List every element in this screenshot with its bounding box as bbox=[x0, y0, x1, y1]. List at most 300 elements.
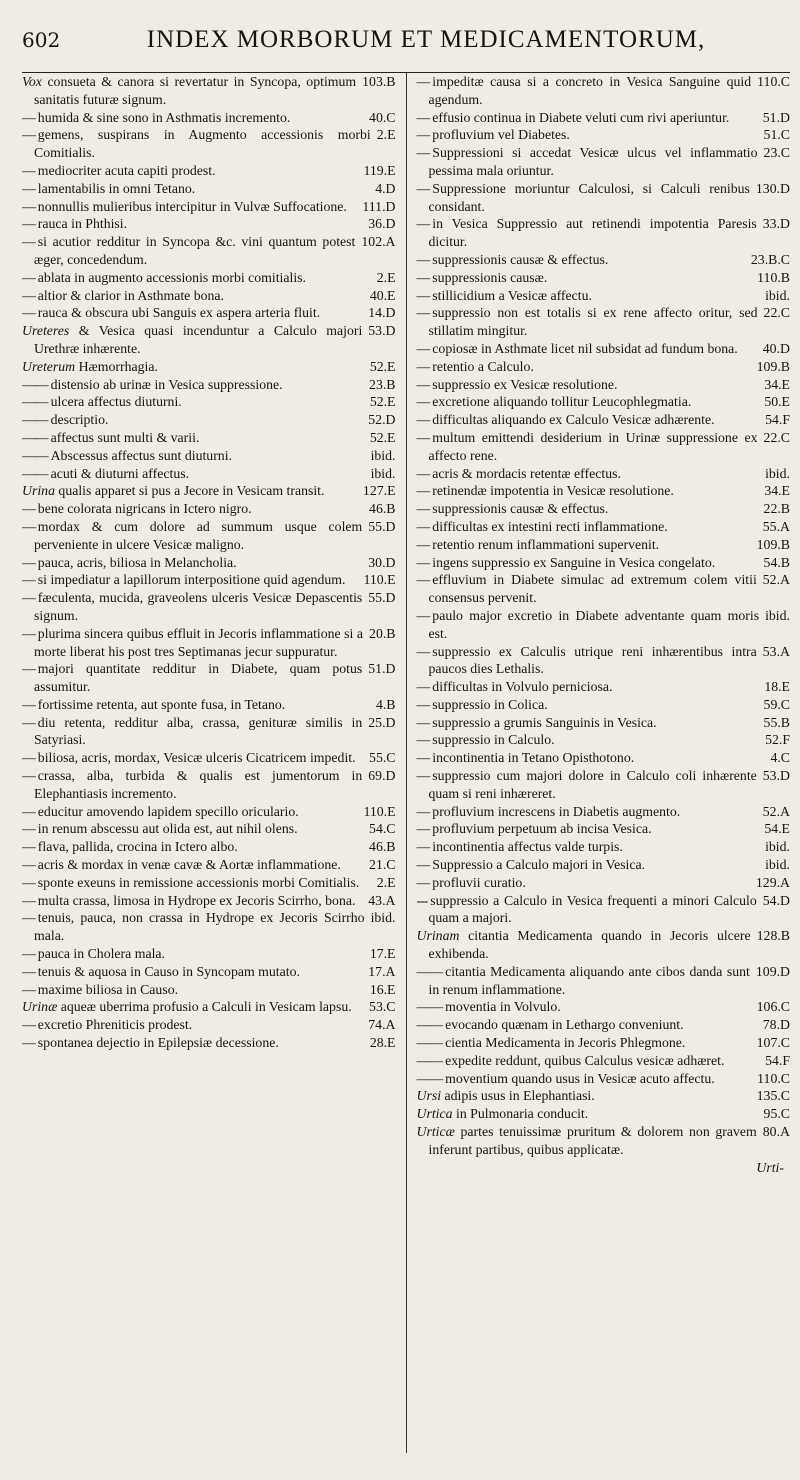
entry-reference: 55.D bbox=[368, 518, 396, 534]
entry-dash: — bbox=[22, 625, 35, 641]
entry-dash: — bbox=[22, 501, 35, 517]
entry-dash: — bbox=[22, 180, 35, 196]
entry-reference: 54.D bbox=[762, 892, 790, 908]
entry-reference: 34.E bbox=[764, 483, 790, 499]
index-entry bbox=[417, 180, 791, 216]
entry-text: si impediatur a lapillorum interpositione quid agendum. bbox=[37, 572, 346, 588]
entry-reference: 110.B bbox=[757, 269, 790, 285]
entry-text: spontanea dejectio in Epilepsiæ decessione. bbox=[37, 1035, 279, 1051]
index-entry bbox=[22, 767, 396, 803]
catchword: Urti- bbox=[756, 1159, 784, 1175]
index-entry bbox=[417, 251, 791, 269]
entry-reference: 51.D bbox=[368, 661, 396, 677]
entry-reference: 78.D bbox=[762, 1017, 790, 1033]
index-entry bbox=[417, 304, 791, 340]
entry-text: acuti & diuturni affectus. bbox=[50, 465, 190, 481]
entry-dash: — bbox=[22, 750, 35, 766]
entry-text: suppressionis causæ & effectus. bbox=[432, 501, 609, 517]
entry-reference: 52.E bbox=[369, 394, 396, 410]
entry-reference: 34.E bbox=[764, 376, 790, 392]
entry-dash: — bbox=[22, 234, 35, 250]
index-entry bbox=[417, 874, 791, 892]
index-entry bbox=[22, 981, 396, 999]
entry-dash: — bbox=[416, 501, 430, 517]
index-entry bbox=[417, 607, 791, 643]
index-entry bbox=[417, 215, 791, 251]
index-entry bbox=[22, 198, 396, 216]
entry-reference: 52.A bbox=[762, 572, 790, 588]
entry-reference: 46.B bbox=[369, 839, 396, 855]
entry-dash: — bbox=[416, 269, 430, 285]
entry-reference: 135.C bbox=[756, 1088, 790, 1104]
index-entry bbox=[417, 376, 791, 394]
entry-dash: — bbox=[22, 661, 35, 677]
entry-text: pauca in Cholera mala. bbox=[37, 946, 165, 962]
entry-dash: — bbox=[416, 216, 430, 232]
entry-dash: — bbox=[416, 287, 430, 303]
index-entry bbox=[22, 287, 396, 305]
index-entry bbox=[22, 945, 396, 963]
index-entry bbox=[417, 1105, 791, 1123]
entry-dash: —— bbox=[22, 376, 48, 392]
entry-text: bene colorata nigricans in Ictero nigro. bbox=[37, 501, 252, 517]
index-entry bbox=[22, 162, 396, 180]
entry-text: sponte exeuns in remissione accessionis morbi Comitialis. bbox=[37, 874, 360, 890]
entry-reference: 74.A bbox=[368, 1017, 396, 1033]
entry-reference: 52.D bbox=[368, 412, 396, 428]
index-entry bbox=[417, 287, 791, 305]
entry-reference: 25.D bbox=[368, 714, 396, 730]
entry-text: pauca, acris, biliosa in Melancholia. bbox=[37, 554, 237, 570]
index-entry bbox=[22, 660, 396, 696]
entry-reference: 130.D bbox=[755, 180, 790, 196]
entry-dash: — bbox=[416, 358, 430, 374]
index-entry bbox=[417, 144, 791, 180]
entry-dash: — bbox=[416, 74, 430, 89]
entry-reference: 2.E bbox=[376, 127, 396, 143]
entry-dash: — bbox=[22, 714, 35, 730]
index-entry bbox=[22, 554, 396, 572]
entry-dash: — bbox=[22, 127, 35, 143]
entry-dash: — bbox=[416, 572, 430, 588]
entry-headword: Ureterum bbox=[22, 358, 76, 374]
entry-text: profluvium increscens in Diabetis augmento. bbox=[432, 803, 681, 819]
entry-reference: ibid. bbox=[765, 839, 790, 855]
index-entry bbox=[22, 856, 396, 874]
index-entry bbox=[22, 589, 396, 625]
index-entry bbox=[417, 696, 791, 714]
index-entry bbox=[417, 465, 791, 483]
entry-reference: 17.A bbox=[368, 963, 396, 979]
entry-text: acris & mordax in venæ cavæ & Aortæ inflammatione. bbox=[37, 857, 341, 873]
entry-text: acris & mordacis retentæ effectus. bbox=[432, 465, 621, 481]
entry-reference: 23.B.C bbox=[750, 251, 790, 267]
index-entry bbox=[22, 874, 396, 892]
entry-text: multa crassa, limosa in Hydrope ex Jecoris Scirrho, bona. bbox=[37, 892, 356, 908]
entry-text: difficultas aliquando ex Calculo Vesicæ adhærente. bbox=[432, 412, 715, 428]
index-entry bbox=[22, 963, 396, 981]
entry-text: majori quantitate redditur in Diabete, quam potus assumitur. bbox=[34, 661, 363, 695]
entry-dash: —— bbox=[22, 465, 48, 481]
entry-text: affectus sunt multi & varii. bbox=[50, 429, 200, 445]
index-entry bbox=[417, 856, 791, 874]
index-entry bbox=[417, 126, 791, 144]
entry-reference: 2.E bbox=[376, 269, 396, 285]
index-entry bbox=[22, 892, 396, 910]
index-entry bbox=[22, 500, 396, 518]
left-column bbox=[22, 73, 406, 1453]
entry-dash: —— bbox=[22, 429, 48, 445]
entry-reference: 14.D bbox=[368, 305, 396, 321]
index-entry bbox=[22, 269, 396, 287]
index-entry bbox=[22, 126, 396, 162]
entry-dash: — bbox=[22, 269, 35, 285]
entry-reference: 16.E bbox=[369, 981, 396, 997]
entry-text: Hæmorrhagia. bbox=[78, 358, 158, 374]
entry-text: mordax & cum dolore ad summum usque colem perveniente in ulcere Vesicæ maligno. bbox=[34, 518, 363, 552]
index-entry bbox=[417, 269, 791, 287]
entry-text: plurima sincera quibus effluit in Jecoris inflammatione si a morte liberat his post tres Septimanas jecur suppuratur. bbox=[34, 625, 364, 659]
entry-reference: 18.E bbox=[764, 679, 790, 695]
entry-text: fæculenta, mucida, graveolens ulceris Vesicæ Depascentis signum. bbox=[34, 590, 363, 623]
entry-dash: — bbox=[22, 518, 35, 534]
entry-headword: Ureteres bbox=[22, 323, 70, 339]
entry-text: moventia in Volvulo. bbox=[445, 999, 561, 1015]
entry-reference: 43.A bbox=[368, 892, 396, 908]
entry-dash: — bbox=[416, 340, 430, 356]
entry-dash: — bbox=[416, 394, 430, 410]
entry-dash: — bbox=[416, 714, 430, 730]
entry-reference: 4.B bbox=[375, 696, 396, 712]
entry-reference: 50.E bbox=[764, 394, 790, 410]
entry-text: paulo major excretio in Diabete adventante quam moris est. bbox=[428, 607, 760, 641]
entry-dash: — bbox=[416, 305, 430, 321]
entry-headword: Vox bbox=[22, 74, 42, 89]
index-entry bbox=[22, 838, 396, 856]
entry-reference: 53.C bbox=[369, 999, 396, 1015]
entry-dash: — bbox=[22, 696, 35, 712]
entry-dash: — bbox=[22, 305, 35, 321]
index-entry bbox=[417, 838, 791, 856]
entry-reference: 54.E bbox=[764, 821, 790, 837]
entry-reference: 103.B bbox=[362, 74, 396, 89]
entry-dash: —— bbox=[22, 412, 48, 428]
entry-text: distensio ab urinæ in Vesica suppressione. bbox=[50, 376, 283, 392]
entry-reference: 33.D bbox=[762, 216, 790, 232]
index-entry bbox=[22, 233, 396, 269]
entry-text: Suppressioni si accedat Vesicæ ulcus vel inflammatio pessima mala oriuntur. bbox=[428, 145, 758, 178]
entry-text: suppressio a grumis Sanguinis in Vesica. bbox=[432, 714, 657, 730]
entry-text: flava, pallida, crocina in Ictero albo. bbox=[37, 839, 238, 855]
entry-dash: — bbox=[22, 198, 35, 214]
index-entry bbox=[22, 411, 396, 429]
entry-dash: — bbox=[22, 857, 35, 873]
index-entry bbox=[22, 376, 396, 394]
entry-reference: 46.B bbox=[369, 501, 396, 517]
entry-text: suppressio non est totalis si ex rene affecto oritur, sed stillatim mingitur. bbox=[428, 305, 758, 339]
index-entry bbox=[22, 749, 396, 767]
index-entry bbox=[417, 340, 791, 358]
index-entry bbox=[22, 447, 396, 465]
entry-text: partes tenuissimæ pruritum & dolorem non gravem inferunt partibus, quibus applicatæ. bbox=[428, 1124, 757, 1157]
entry-dash: — bbox=[22, 874, 35, 890]
entry-dash: — bbox=[22, 554, 35, 570]
index-entry bbox=[22, 714, 396, 750]
entry-headword: Urtica bbox=[416, 1106, 453, 1122]
index-entry bbox=[417, 1052, 791, 1070]
entry-dash: — bbox=[22, 963, 35, 979]
entry-text: in Pulmonaria conducit. bbox=[455, 1106, 589, 1122]
entry-dash: — bbox=[416, 145, 430, 161]
index-entry bbox=[22, 482, 396, 500]
entry-text: Abscessus affectus sunt diuturni. bbox=[50, 447, 232, 463]
entry-reference: 55.B bbox=[763, 714, 790, 730]
entry-dash: —— bbox=[416, 963, 443, 979]
index-entry bbox=[417, 1016, 791, 1034]
entry-text: retinendæ impotentia in Vesicæ resolutione. bbox=[432, 483, 674, 499]
entry-dash: — bbox=[416, 554, 430, 570]
index-entry bbox=[22, 465, 396, 483]
entry-text: profluvii curatio. bbox=[432, 874, 526, 890]
entry-text: moventium quando usus in Vesicæ acuto affectu. bbox=[445, 1070, 715, 1086]
index-entry bbox=[417, 714, 791, 732]
entry-reference: 127.E bbox=[362, 483, 396, 499]
entry-dash: — bbox=[416, 768, 430, 784]
entry-dash: — bbox=[22, 839, 35, 855]
entry-reference: 30.D bbox=[368, 554, 396, 570]
entry-text: difficultas in Volvulo perniciosa. bbox=[432, 679, 613, 695]
entry-reference: 54.F bbox=[765, 1052, 790, 1068]
entry-dash: — bbox=[22, 162, 35, 178]
entry-text: tenuis, pauca, non crassa in Hydrope ex Jecoris Scirrho mala. bbox=[34, 910, 365, 944]
entry-reference: ibid. bbox=[765, 857, 790, 873]
entry-dash: — bbox=[416, 251, 430, 267]
entry-dash: — bbox=[416, 429, 430, 445]
index-entry bbox=[417, 731, 791, 749]
entry-headword: Urinæ bbox=[22, 999, 58, 1015]
entry-text: educitur amovendo lapidem specillo oriculario. bbox=[37, 803, 299, 819]
entry-reference: 102.A bbox=[361, 234, 396, 250]
entry-reference: 128.B bbox=[756, 928, 790, 944]
entry-reference: 28.E bbox=[369, 1035, 396, 1051]
index-entry bbox=[417, 1034, 791, 1052]
entry-reference: 110.E bbox=[363, 572, 396, 588]
entry-text: incontinentia affectus valde turpis. bbox=[432, 839, 623, 855]
entry-dash: — bbox=[22, 572, 35, 588]
entry-dash: — bbox=[416, 607, 430, 623]
entry-text: ingens suppressio ex Sanguine in Vesica congelato. bbox=[432, 554, 716, 570]
entry-reference: 40.C bbox=[369, 109, 396, 125]
index-entry bbox=[22, 322, 396, 358]
entry-text: citantia Medicamenta quando in Jecoris ulcere exhibenda. bbox=[428, 928, 751, 962]
entry-dash: — bbox=[22, 1035, 35, 1051]
entry-text: rauca & obscura ubi Sanguis ex aspera arteria fluit. bbox=[37, 305, 321, 321]
entry-dash: — bbox=[416, 696, 430, 712]
entry-reference: 2.E bbox=[376, 874, 396, 890]
entry-reference: 52.A bbox=[762, 803, 790, 819]
entry-text: impeditæ causa si a concreto in Vesica Sanguine quid agendum. bbox=[428, 74, 752, 107]
index-entry bbox=[417, 643, 791, 679]
entry-text: Suppressio a Calculo majori in Vesica. bbox=[432, 857, 646, 873]
entry-reference: 4.D bbox=[375, 180, 396, 196]
index-entry bbox=[417, 998, 791, 1016]
entry-text: expedite reddunt, quibus Calculus vesicæ adhæret. bbox=[445, 1052, 725, 1068]
entry-reference: 80.A bbox=[762, 1124, 790, 1140]
index-entry bbox=[22, 696, 396, 714]
entry-dash: — bbox=[22, 216, 35, 232]
entry-text: profluvium perpetuum ab incisa Vesica. bbox=[432, 821, 652, 837]
entry-headword: Urticæ bbox=[416, 1124, 455, 1140]
entry-dash: — bbox=[416, 643, 430, 659]
entry-dash: — bbox=[22, 590, 35, 606]
entry-dash: --- bbox=[416, 892, 428, 908]
index-entry bbox=[417, 393, 791, 411]
entry-text: biliosa, acris, mordax, Vesicæ ulceris Cicatricem impedit. bbox=[37, 750, 356, 766]
index-entry bbox=[22, 518, 396, 554]
entry-text: suppressio ex Calculis utrique reni inhærentibus intra paucos dies Lethalis. bbox=[428, 643, 757, 677]
entry-text: nonnullis mulieribus intercipitur in Vulvæ Suffocatione. bbox=[37, 198, 347, 214]
entry-dash: — bbox=[22, 109, 35, 125]
entry-reference: 55.C bbox=[369, 750, 396, 766]
entry-reference: ibid. bbox=[765, 607, 790, 623]
index-entry bbox=[22, 1034, 396, 1052]
entry-text: in Vesica Suppressio aut retinendi impotentia Paresis dicitur. bbox=[428, 216, 757, 250]
entry-dash: — bbox=[416, 109, 430, 125]
entry-text: crassa, alba, turbida & qualis est jumentorum in Elephantiasis incremento. bbox=[34, 768, 363, 801]
entry-reference: 109.B bbox=[756, 358, 790, 374]
entry-dash: — bbox=[22, 287, 35, 303]
entry-dash: — bbox=[22, 892, 35, 908]
entry-text: lamentabilis in omni Tetano. bbox=[37, 180, 196, 196]
entry-dash: — bbox=[22, 1017, 35, 1033]
entry-reference: 53.D bbox=[368, 323, 396, 339]
index-entry bbox=[417, 963, 791, 999]
entry-text: suppressio a Calculo in Vesica frequenti a minori Calculo quam a majori. bbox=[428, 892, 757, 926]
entry-reference: 69.D bbox=[368, 768, 396, 784]
entry-dash: — bbox=[22, 946, 35, 962]
entry-dash: — bbox=[416, 483, 430, 499]
index-entry bbox=[417, 518, 791, 536]
entry-reference: ibid. bbox=[370, 447, 396, 463]
entry-reference: 36.D bbox=[368, 216, 396, 232]
entry-dash: —— bbox=[22, 394, 48, 410]
entry-reference: 52.E bbox=[369, 358, 396, 374]
entry-text: suppressio in Colica. bbox=[432, 696, 548, 712]
index-entry bbox=[417, 749, 791, 767]
entry-reference: 53.A bbox=[762, 643, 790, 659]
entry-reference: ibid. bbox=[370, 910, 396, 926]
entry-reference: 54.C bbox=[369, 821, 396, 837]
entry-reference: 54.B bbox=[763, 554, 790, 570]
entry-text: ulcera affectus diuturni. bbox=[50, 394, 182, 410]
entry-reference: 52.E bbox=[369, 429, 396, 445]
entry-headword: Urinam bbox=[416, 928, 460, 944]
index-entry bbox=[22, 304, 396, 322]
entry-text: & Vesica quasi incenduntur a Calculo majori Urethræ inhærente. bbox=[34, 323, 363, 356]
entry-dash: —— bbox=[416, 1052, 443, 1068]
entry-text: consueta & canora si revertatur in Syncopa, optimum sanitatis futuræ signum. bbox=[34, 74, 357, 107]
entry-dash: — bbox=[22, 821, 35, 837]
entry-reference: ibid. bbox=[765, 465, 790, 481]
entry-text: suppressionis causæ. bbox=[432, 269, 548, 285]
entry-text: altior & clarior in Asthmate bona. bbox=[37, 287, 225, 303]
entry-text: mediocriter acuta capiti prodest. bbox=[37, 162, 216, 178]
index-entry bbox=[417, 892, 791, 928]
index-entry bbox=[417, 803, 791, 821]
entry-text: cientia Medicamenta in Jecoris Phlegmone. bbox=[445, 1035, 686, 1051]
entry-reference: 40.D bbox=[762, 340, 790, 356]
index-entry bbox=[22, 998, 396, 1016]
entry-reference: 23.B bbox=[369, 376, 396, 392]
entry-dash: — bbox=[22, 910, 35, 926]
index-entry bbox=[417, 109, 791, 127]
index-entry bbox=[417, 678, 791, 696]
entry-dash: — bbox=[416, 465, 430, 481]
index-entry bbox=[417, 554, 791, 572]
entry-reference: 53.D bbox=[762, 768, 790, 784]
entry-text: multum emittendi desiderium in Urinæ suppressione ex affecto rene. bbox=[428, 429, 758, 463]
index-entry bbox=[22, 180, 396, 198]
entry-text: qualis apparet si pus a Jecore in Vesicam transit. bbox=[58, 483, 325, 499]
index-entry bbox=[22, 393, 396, 411]
entry-dash: — bbox=[416, 821, 430, 837]
running-title: INDEX MORBORUM ET MEDICAMENTORUM, bbox=[146, 26, 706, 53]
entry-reference: 20.B bbox=[369, 625, 396, 641]
entry-reference: 106.C bbox=[756, 999, 790, 1015]
entry-dash: — bbox=[416, 412, 430, 428]
entry-dash: — bbox=[416, 803, 430, 819]
entry-reference: 22.C bbox=[763, 305, 790, 321]
index-entry bbox=[417, 429, 791, 465]
entry-dash: — bbox=[22, 803, 35, 819]
entry-reference: ibid. bbox=[370, 465, 396, 481]
index-entry bbox=[417, 1087, 791, 1105]
entry-reference: ibid. bbox=[765, 287, 790, 303]
entry-text: diu retenta, redditur alba, crassa, genituræ similis in Satyriasi. bbox=[34, 714, 363, 748]
entry-text: humida & sine sono in Asthmatis incremento. bbox=[37, 109, 291, 125]
entry-reference: 23.C bbox=[763, 145, 790, 161]
index-entry bbox=[417, 571, 791, 607]
entry-text: retentio renum inflammationi supervenit. bbox=[432, 536, 660, 552]
index-entry bbox=[417, 482, 791, 500]
entry-text: in renum abscessu aut olida est, aut nihil olens. bbox=[37, 821, 298, 837]
entry-text: stillicidium a Vesicæ affectu. bbox=[432, 287, 592, 303]
page-header bbox=[22, 26, 790, 66]
index-columns bbox=[22, 73, 790, 1453]
index-entry bbox=[22, 571, 396, 589]
entry-text: difficultas ex intestini recti inflammatione. bbox=[432, 518, 668, 534]
entry-dash: — bbox=[416, 679, 430, 695]
entry-text: evocando quænam in Lethargo conveniunt. bbox=[445, 1017, 684, 1033]
entry-dash: — bbox=[416, 536, 430, 552]
entry-dash: — bbox=[416, 750, 430, 766]
entry-reference: 129.A bbox=[755, 874, 790, 890]
entry-reference: 59.C bbox=[763, 696, 790, 712]
index-entry bbox=[22, 625, 396, 661]
entry-text: suppressio cum majori dolore in Calculo coli inhærente quam si reni inhæreret. bbox=[428, 768, 757, 801]
index-entry bbox=[417, 820, 791, 838]
entry-dash: — bbox=[416, 839, 430, 855]
entry-text: aqueæ uberrima profusio a Calculi in Vesicam lapsu. bbox=[60, 999, 352, 1015]
entry-dash: —— bbox=[416, 1035, 443, 1051]
entry-text: tenuis & aquosa in Causo in Syncopam mutato. bbox=[37, 963, 300, 979]
index-entry bbox=[417, 767, 791, 803]
entry-text: rauca in Phthisi. bbox=[37, 216, 128, 232]
index-entry bbox=[417, 1070, 791, 1088]
entry-reference: 107.C bbox=[756, 1035, 790, 1051]
entry-reference: 55.D bbox=[368, 590, 396, 606]
index-entry bbox=[417, 500, 791, 518]
